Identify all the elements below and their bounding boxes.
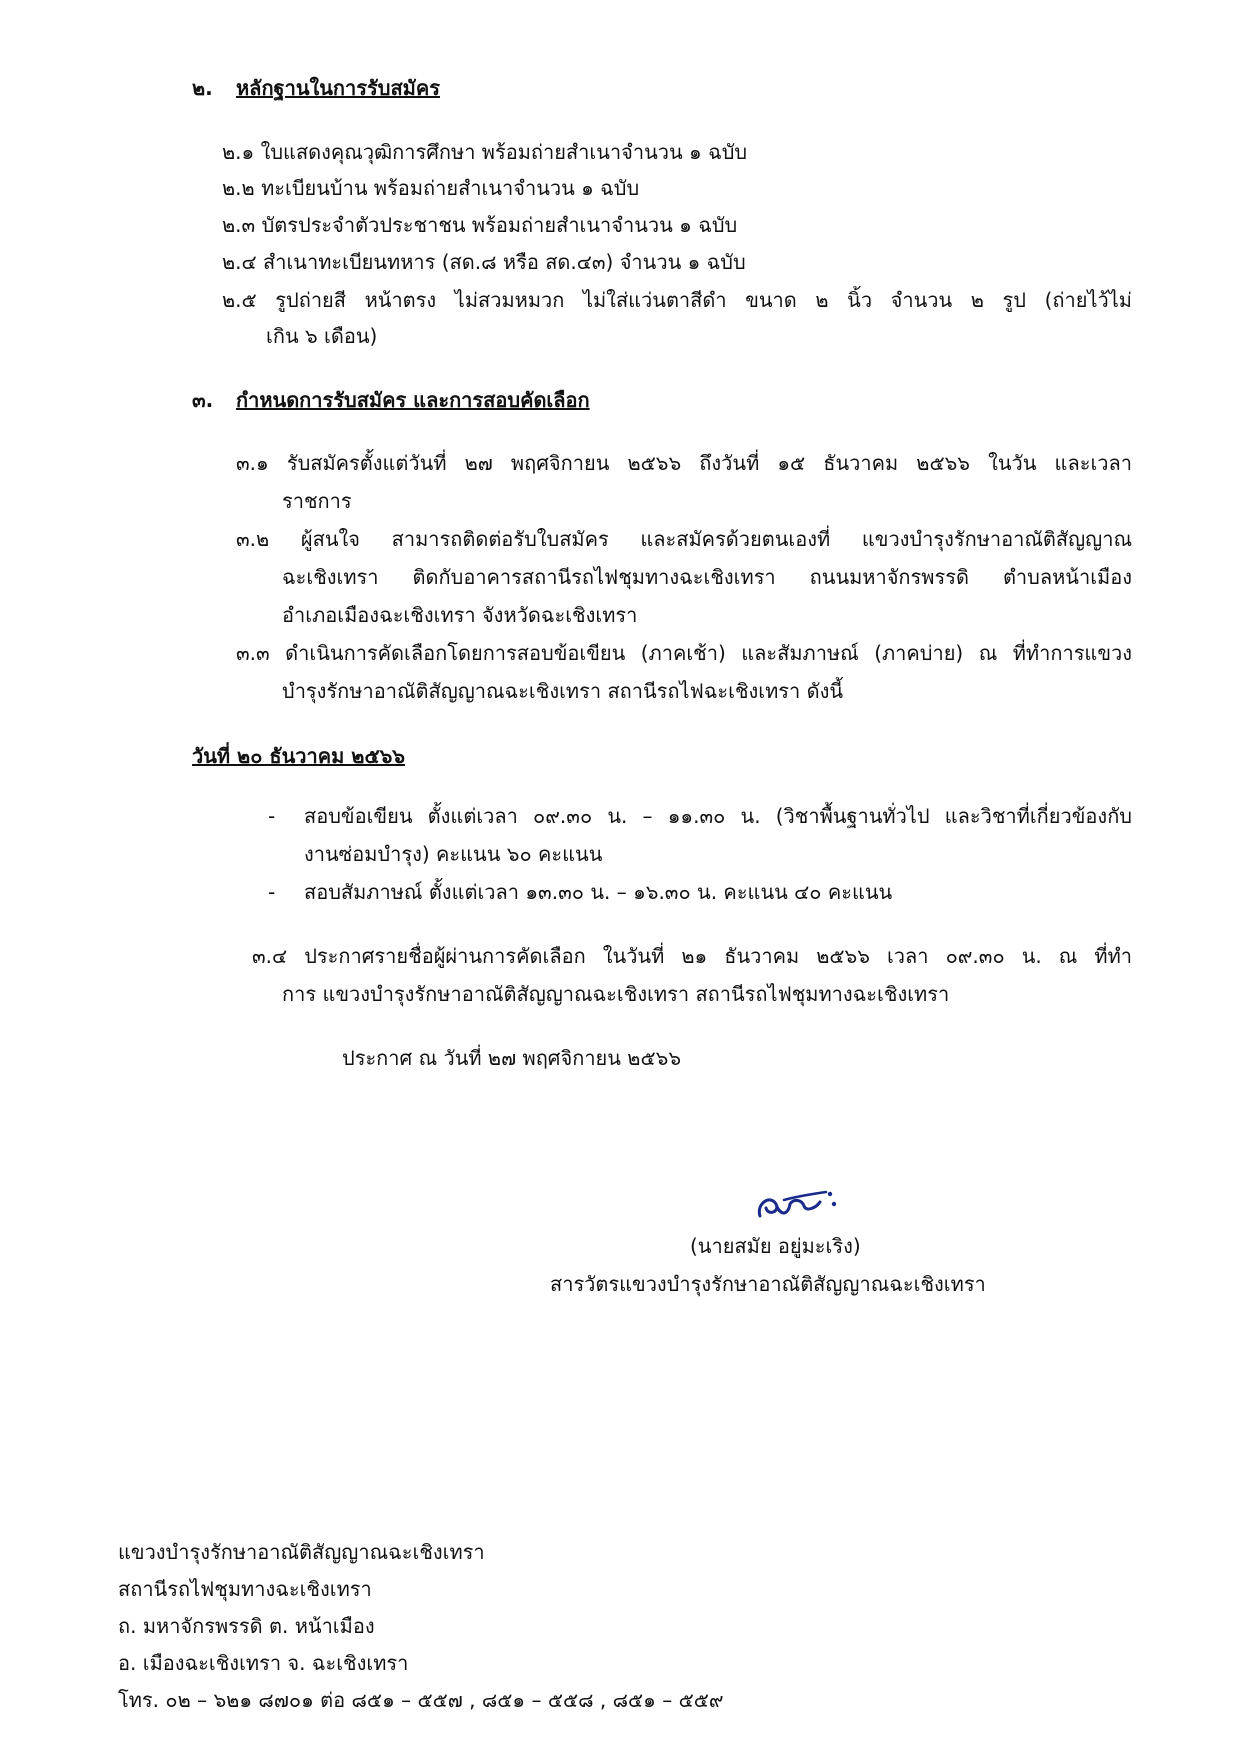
signatory-position: สารวัตรแขวงบำรุงรักษาอาณัติสัญญาณฉะเชิงเทรา bbox=[550, 1272, 986, 1296]
section-2-number: ๒. bbox=[192, 76, 213, 100]
section-3-heading bbox=[192, 388, 590, 412]
interview-line: สอบสัมภาษณ์ ตั้งแต่เวลา ๑๓.๓๐ น. – ๑๖.๓๐ น. คะแนน ๔๐ คะแนน bbox=[304, 880, 893, 904]
item-2-1: ๒.๑ ใบแสดงคุณวุฒิการศึกษา พร้อมถ่ายสำเนาจำนวน ๑ ฉบับ bbox=[222, 140, 748, 164]
item-2-2: ๒.๒ ทะเบียนบ้าน พร้อมถ่ายสำเนาจำนวน ๑ ฉบับ bbox=[222, 176, 640, 200]
section-3-title: กำหนดการรับสมัคร และการสอบคัดเลือก bbox=[236, 388, 590, 412]
item-2-5-line-1: ๒.๕ รูปถ่ายสี หน้าตรง ไม่สวมหมวก ไม่ใส่แว่นตาสีดำ ขนาด ๒ นิ้ว จำนวน ๒ รูป (ถ่ายไว้ไม่ bbox=[222, 288, 1132, 312]
item-3-2-line-3: อำเภอเมืองฉะเชิงเทรา จังหวัดฉะเชิงเทรา bbox=[282, 603, 638, 627]
announcement-date: ประกาศ ณ วันที่ ๒๗ พฤศจิกายน ๒๕๖๖ bbox=[342, 1046, 682, 1070]
item-3-2-line-1: ๓.๒ ผู้สนใจ สามารถติดต่อรับใบสมัคร และสมัครด้วยตนเองที่ แขวงบำรุงรักษาอาณัติสัญญาณ bbox=[236, 527, 1132, 551]
announce-line-1: ๓.๔ ประกาศรายชื่อผู้ผ่านการคัดเลือก ในวันที่ ๒๑ ธันวาคม ๒๕๖๖ เวลา ๐๙.๓๐ น. ณ ที่ทำ bbox=[252, 944, 1132, 968]
announce-line-2: การ แขวงบำรุงรักษาอาณัติสัญญาณฉะเชิงเทรา สถานีรถไฟชุมทางฉะเชิงเทรา bbox=[282, 982, 950, 1006]
item-2-5-line-2: เกิน ๖ เดือน) bbox=[266, 324, 378, 348]
footer-district: อ. เมืองฉะเชิงเทรา จ. ฉะเชิงเทรา bbox=[118, 1651, 409, 1675]
interview-bullet: - bbox=[268, 880, 276, 904]
section-3-number: ๓. bbox=[192, 388, 214, 412]
exam-date-text: วันที่ ๒๐ ธันวาคม ๒๕๖๖ bbox=[192, 744, 405, 768]
item-3-1-line-1: ๓.๑ รับสมัครตั้งแต่วันที่ ๒๗ พฤศจิกายน ๒๕๖๖ ถึงวันที่ ๑๕ ธันวาคม ๒๕๖๖ ในวัน และเวลา bbox=[236, 451, 1132, 475]
item-3-2-line-2: ฉะเชิงเทรา ติดกับอาคารสถานีรถไฟชุมทางฉะเชิงเทรา ถนนมหาจักรพรรดิ ตำบลหน้าเมือง bbox=[282, 565, 1132, 589]
section-2-title: หลักฐานในการรับสมัคร bbox=[236, 76, 440, 100]
footer-office: แขวงบำรุงรักษาอาณัติสัญญาณฉะเชิงเทรา bbox=[118, 1540, 485, 1564]
item-2-3: ๒.๓ บัตรประจำตัวประชาชน พร้อมถ่ายสำเนาจำนวน ๑ ฉบับ bbox=[222, 213, 738, 237]
written-exam-line-1: สอบข้อเขียน ตั้งแต่เวลา ๐๙.๓๐ น. – ๑๑.๓๐ น. (วิชาพื้นฐานทั่วไป และวิชาที่เกี่ยวข้องกับ bbox=[304, 804, 1132, 828]
item-2-4: ๒.๔ สำเนาทะเบียนทหาร (สด.๘ หรือ สด.๔๓) จำนวน ๑ ฉบับ bbox=[222, 250, 746, 274]
item-3-1-line-2: ราชการ bbox=[282, 489, 352, 513]
footer-phone: โทร. ๐๒ – ๖๒๑ ๘๗๐๑ ต่อ ๘๕๑ – ๕๕๗ , ๘๕๑ – ๕๕๘ , ๘๕๑ – ๕๕๙ bbox=[118, 1688, 724, 1712]
written-exam-line-2: งานซ่อมบำรุง) คะแนน ๖๐ คะแนน bbox=[304, 842, 603, 866]
signatory-name: (นายสมัย อยู่มะเริง) bbox=[690, 1234, 861, 1258]
written-exam-bullet: - bbox=[268, 804, 276, 828]
item-3-3-line-2: บำรุงรักษาอาณัติสัญญาณฉะเชิงเทรา สถานีรถไฟฉะเชิงเทรา ดังนี้ bbox=[282, 679, 844, 703]
section-2-heading bbox=[192, 76, 440, 100]
item-3-3-line-1: ๓.๓ ดำเนินการคัดเลือกโดยการสอบข้อเขียน (ภาคเช้า) และสัมภาษณ์ (ภาคบ่าย) ณ ที่ทำการแขวง bbox=[236, 641, 1132, 665]
handwritten-signature bbox=[754, 1178, 844, 1228]
footer-road: ถ. มหาจักรพรรดิ ต. หน้าเมือง bbox=[118, 1614, 375, 1638]
footer-station: สถานีรถไฟชุมทางฉะเชิงเทรา bbox=[118, 1577, 372, 1601]
exam-date-heading bbox=[192, 744, 405, 768]
